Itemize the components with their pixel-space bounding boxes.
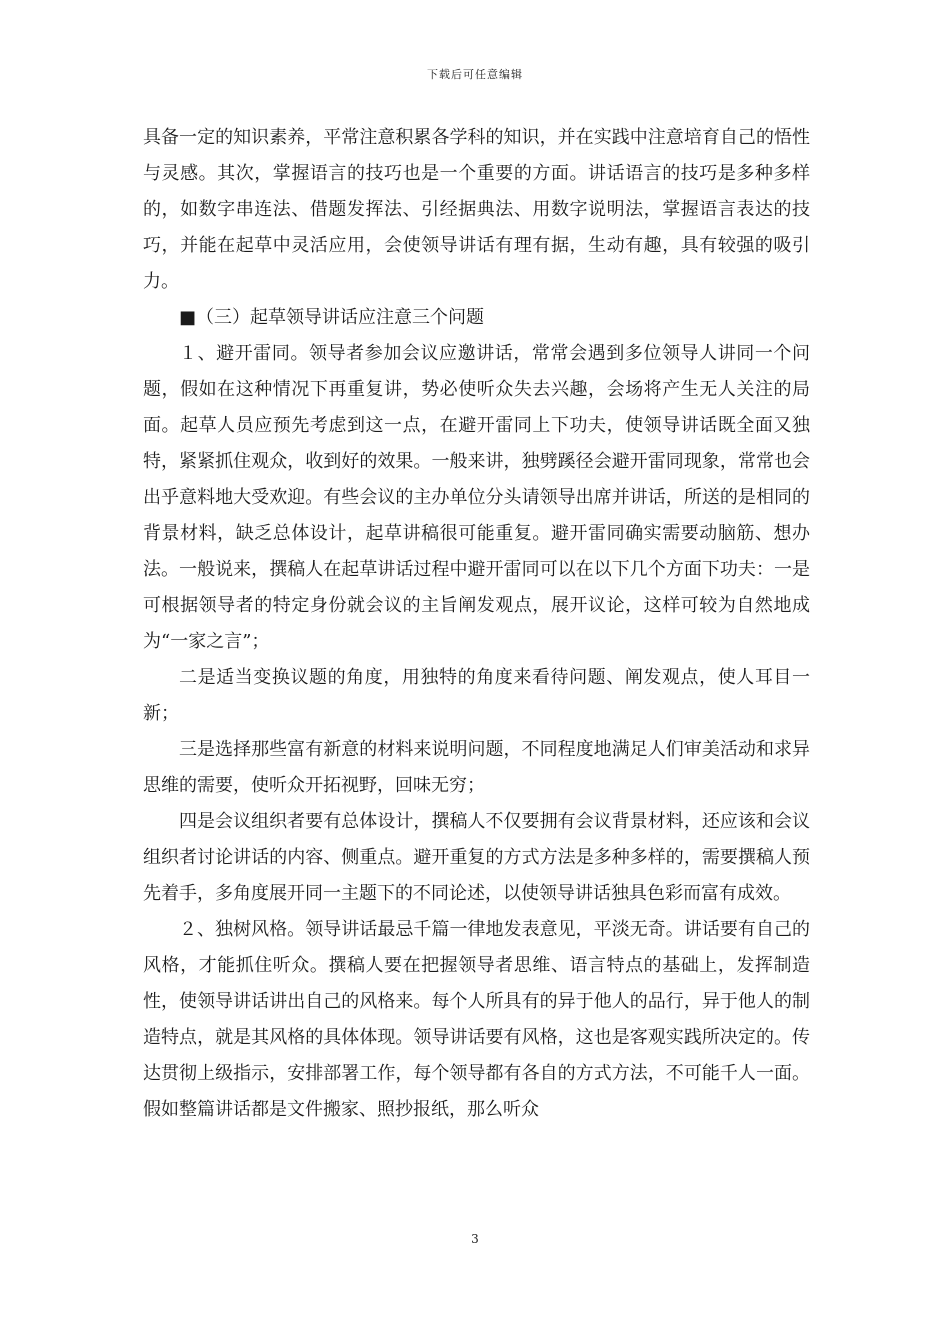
paragraph-point-three: 三是选择那些富有新意的材料来说明问题，不同程度地满足人们审美活动和求异思维的需要，使听众开拓视野，回味无穷；	[143, 739, 810, 796]
document-body	[143, 120, 810, 1128]
page-header: 下载后可任意编辑	[427, 68, 523, 81]
paragraph-avoid-repetition: １、避开雷同。领导者参加会议应邀讲话，常常会遇到多位领导人讲同一个问题，假如在这种情况下再重复讲，势必使听众失去兴趣，会场将产生无人关注的局面。起草人员应预先考虑到这一点，在避开雷同上下功夫，使领导讲话既全面又独特，紧紧抓住观众，收到好的效果。一般来讲，独劈蹊径会避开雷同现象，常常也会出乎意料地大受欢迎。有些会议的主办单位分头请领导出席并讲话，所送的是相同的背景材料，缺乏总体设计，起草讲稿很可能重复。避开雷同确实需要动脑筋、想办法。一般说来，撰稿人在起草讲话过程中避开雷同可以在以下几个方面下功夫：一是可根据领导者的特定身份就会议的主旨阐发观点，展开议论，这样可较为自然地成为“一家之言”；	[143, 343, 810, 652]
page-number: 3	[471, 1232, 479, 1246]
paragraph-unique-style: ２、独树风格。领导讲话最忌千篇一律地发表意见，平淡无奇。讲话要有自己的风格，才能抓住听众。撰稿人要在把握领导者思维、语言特点的基础上，发挥制造性，使领导讲话讲出自己的风格来。每个人所具有的异于他人的品行，异于他人的制造特点，就是其风格的具体体现。领导讲话要有风格，这也是客观实践所决定的。传达贯彻上级指示，安排部署工作，每个领导都有各自的方式方法，不可能千人一面。假如整篇讲话都是文件搬家、照抄报纸，那么听众	[143, 919, 810, 1120]
paragraph-point-four: 四是会议组织者要有总体设计，撰稿人不仅要拥有会议背景材料，还应该和会议组织者讨论讲话的内容、侧重点。避开重复的方式方法是多种多样的，需要撰稿人预先着手，多角度展开同一主题下的不同论述，以使领导讲话独具色彩而富有成效。	[143, 811, 810, 904]
paragraph-continuation: 具备一定的知识素养，平常注意积累各学科的知识，并在实践中注意培育自己的悟性与灵感。其次，掌握语言的技巧也是一个重要的方面。讲话语言的技巧是多种多样的，如数字串连法、借题发挥法、引经据典法、用数字说明法，掌握语言表达的技巧，并能在起草中灵活应用，会使领导讲话有理有据，生动有趣，具有较强的吸引力。	[143, 127, 810, 292]
paragraph-point-two: 二是适当变换议题的角度，用独特的角度来看待问题、阐发观点，使人耳目一新；	[143, 667, 810, 724]
section-heading: ■（三）起草领导讲话应注意三个问题	[179, 307, 485, 328]
